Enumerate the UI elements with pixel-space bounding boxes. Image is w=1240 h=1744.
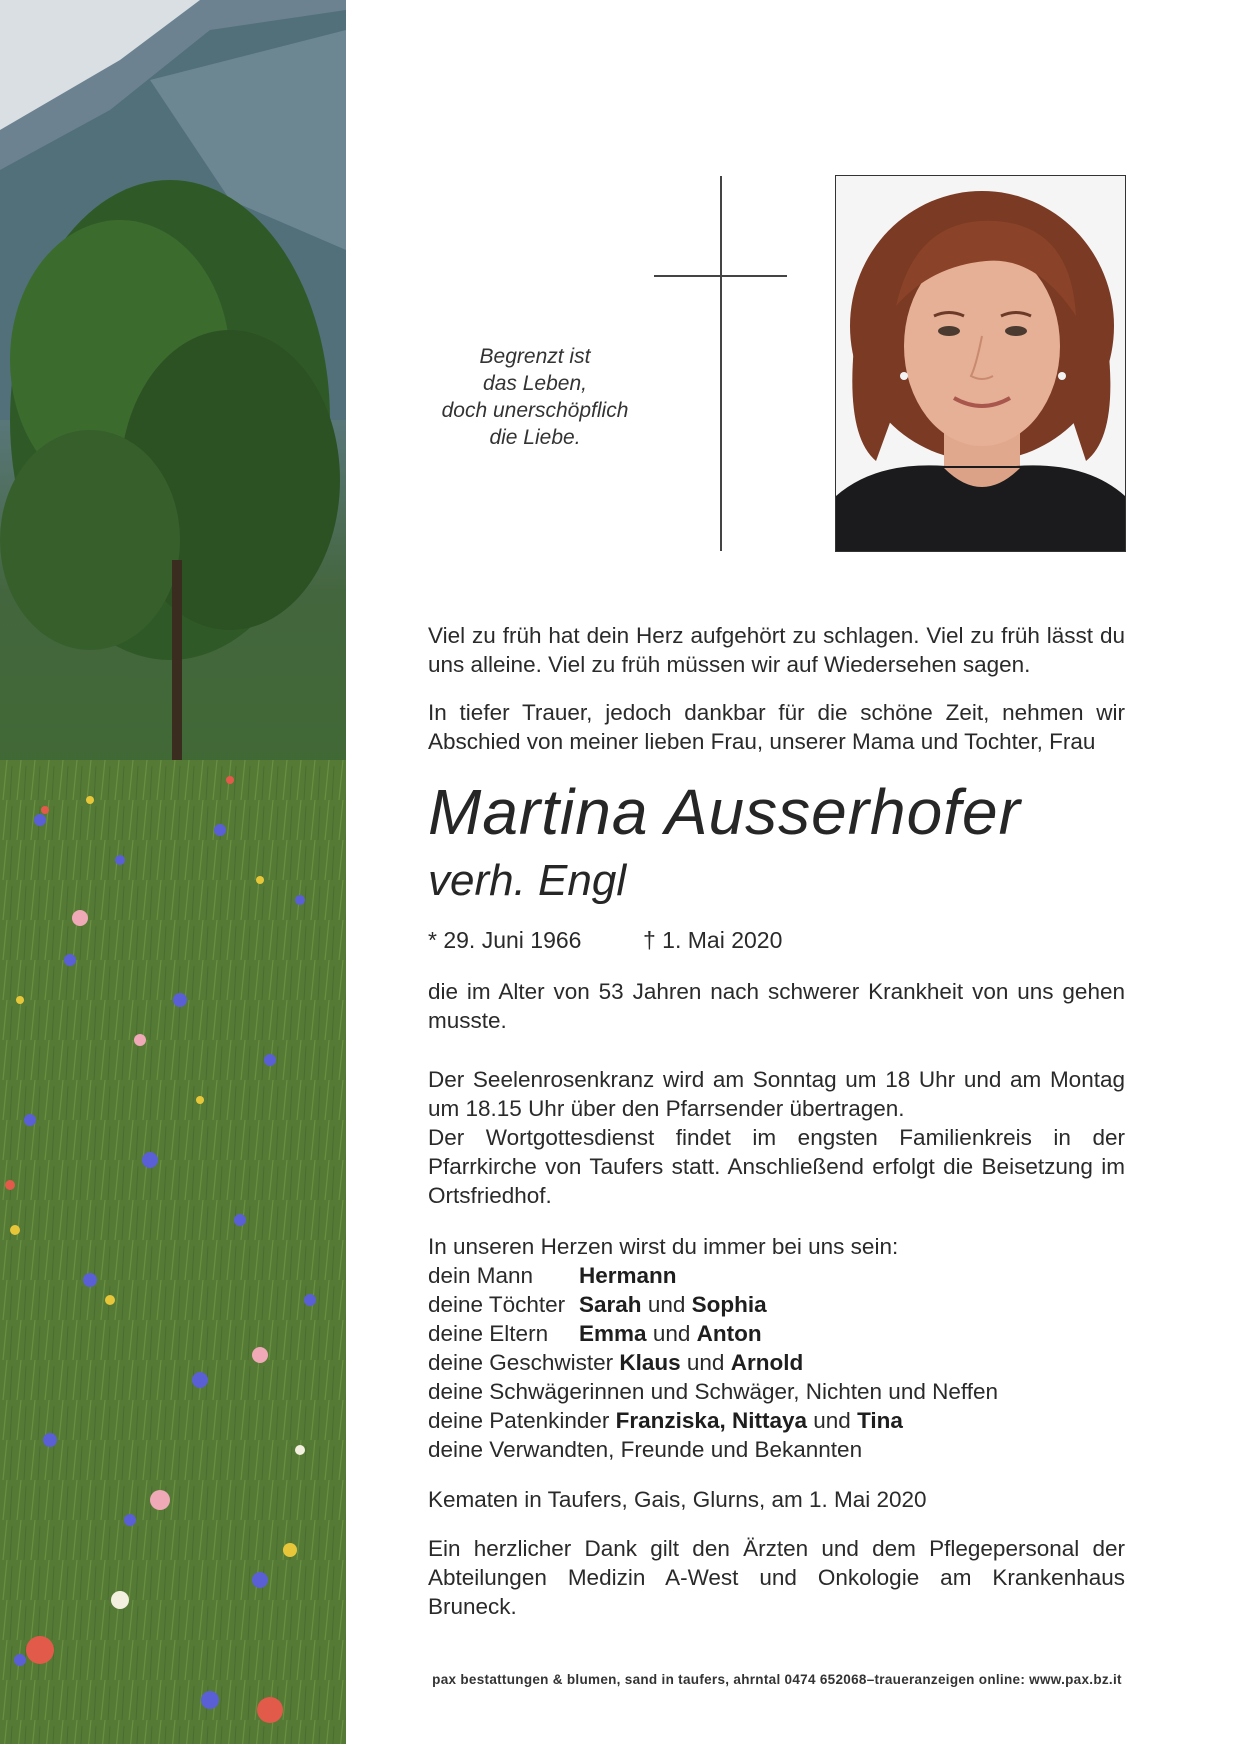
death-date: † 1. Mai 2020 (643, 927, 783, 953)
conjunction: und (652, 1321, 691, 1346)
family-row (428, 1406, 1125, 1435)
family-row (428, 1435, 1125, 1464)
age-paragraph: die im Alter von 53 Jahren nach schwerer Krankheit von uns gehen musste. (428, 979, 1125, 1033)
family-name: Franziska, Nittaya (615, 1408, 807, 1433)
relation-label: dein Mann (428, 1263, 534, 1288)
farewell-paragraph: In tiefer Trauer, jedoch dankbar für die schöne Zeit, nehmen wir Abschied von meiner lieben Frau, unserer Mama und Tochter, Frau (428, 700, 1125, 754)
life-dates (428, 925, 782, 955)
family-name: Sophia (691, 1292, 767, 1317)
rosary-paragraph: Der Seelenrosenkranz wird am Sonntag um 18 Uhr und am Montag um 18.15 Uhr über den Pfarrsender übertragen. (428, 1067, 1125, 1121)
conjunction: und (647, 1292, 686, 1317)
birth-date: * 29. Juni 1966 (428, 927, 582, 953)
relation-label: deine Verwandten, Freunde und Bekannten (428, 1437, 863, 1462)
married-name: verh. Engl (428, 856, 627, 905)
footer-imprint: pax bestattungen & blumen, sand in taufers, ahrntal 0474 652068–traueranzeigen online: www.pax.bz.it (432, 1672, 1122, 1687)
motto-line: das Leben, (483, 372, 587, 395)
relation-label: deine Töchter (428, 1292, 566, 1317)
family-name: Sarah (579, 1292, 642, 1317)
portrait-photo (835, 175, 1126, 552)
family-row (428, 1290, 1125, 1319)
cross-vertical-bar (720, 176, 722, 551)
thanks-paragraph: Ein herzlicher Dank gilt den Ärzten und dem Pflegepersonal der Abteilungen Medizin A-West und Onkologie am Krankenhaus Bruneck. (428, 1536, 1125, 1619)
meadow-photo (0, 0, 346, 1744)
family-row (428, 1377, 1125, 1406)
family-row (428, 1319, 1125, 1348)
conjunction: und (813, 1408, 851, 1433)
family-name: Tina (857, 1408, 903, 1433)
relation-label: deine Patenkinder (428, 1408, 610, 1433)
relation-label: deine Schwägerinnen und Schwäger, Nichten und Neffen (428, 1379, 998, 1404)
place-date: Kematen in Taufers, Gais, Glurns, am 1. Mai 2020 (428, 1487, 927, 1512)
family-name: Anton (696, 1321, 762, 1346)
intro-paragraph: Viel zu früh hat dein Herz aufgehört zu schlagen. Viel zu früh lässt du uns alleine. Viel zu früh müssen wir auf Wiedersehen sagen. (428, 623, 1125, 677)
motto (420, 343, 650, 451)
relation-label: deine Eltern (428, 1321, 549, 1346)
cross-horizontal-bar (654, 275, 787, 277)
family-name: Emma (579, 1321, 647, 1346)
motto-line: Begrenzt ist (479, 345, 591, 368)
family-name: Arnold (730, 1350, 804, 1375)
deceased-name: Martina Ausserhofer (428, 776, 1021, 848)
family-row (428, 1261, 1125, 1290)
family-name: Klaus (619, 1350, 681, 1375)
family-intro: In unseren Herzen wirst du immer bei uns sein: (428, 1234, 899, 1259)
relation-label: deine Geschwister (428, 1350, 614, 1375)
conjunction: und (686, 1350, 725, 1375)
motto-line: die Liebe. (489, 426, 581, 449)
motto-line: doch unerschöpflich (441, 399, 629, 422)
funeral-paragraph: Der Wortgottesdienst findet im engsten Familienkreis in der Pfarrkirche von Taufers statt. Anschließend erfolgt die Beisetzung im Ortsfriedhof. (428, 1125, 1125, 1208)
family-list (428, 1232, 1125, 1464)
family-row (428, 1348, 1125, 1377)
family-name: Hermann (579, 1263, 677, 1288)
